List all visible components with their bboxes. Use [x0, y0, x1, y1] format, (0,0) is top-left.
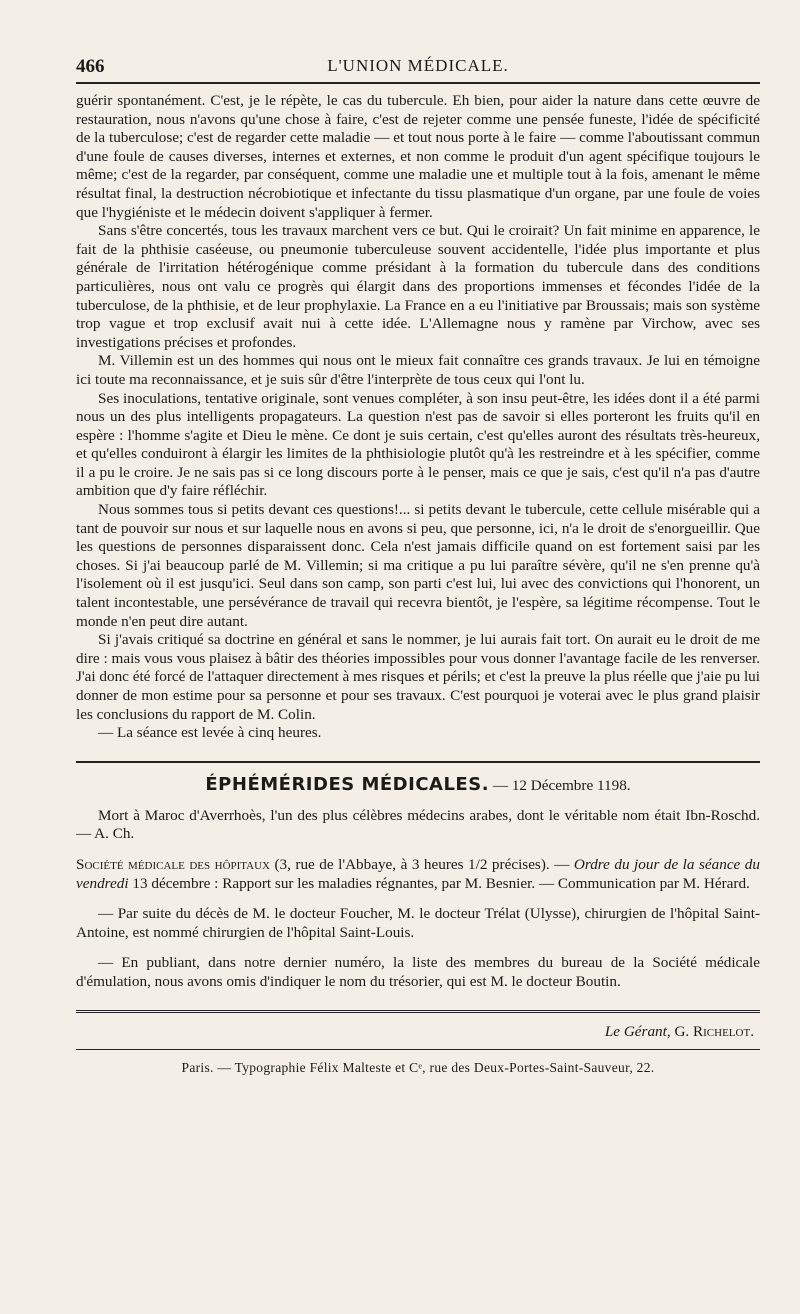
page-header	[76, 46, 760, 84]
section-date: — 12 Décembre 1198.	[492, 776, 631, 794]
section-divider	[76, 761, 760, 763]
societe-rest: 13 décembre : Rapport sur les maladies régnantes, par M. Besnier. — Communication par M. Hérard.	[128, 874, 750, 892]
running-title: L'UNION MÉDICALE.	[327, 56, 509, 75]
societe-text: (3, rue de l'Abbaye, à 3 heures 1/2 précises). —	[269, 855, 574, 873]
section-title: ÉPHÉMÉRIDES MÉDICALES.	[205, 773, 490, 795]
paragraph: Ses inoculations, tentative originale, sont venues compléter, à son insu peut-être, les idées dont il a été parmi nous un des plus intelligents propagateurs. La question n'est pas de savoir si elles porteront les fruits qu'il en espère : l'homme s'agite et Dieu le mène. Ce dont je suis certain, c'est qu'elles auront des résultats très-heureux, et qu'elles conduiront à élargir les limites de la phthisiologie plutôt qu'à les restreindre et à les spécifier, comme il a pu le croire. Je ne sais pas si ce long discours porte à le penser, mais ce que je sais, c'est qu'il n'a pas d'autre ambition que d'y faire réfléchir.	[76, 389, 760, 500]
notice-averroes: Mort à Maroc d'Averrhoès, l'un des plus célèbres médecins arabes, dont le véritable nom était Ibn-Roschd. — A. Ch.	[76, 806, 760, 843]
article-body	[76, 92, 760, 743]
footer-rule	[76, 1010, 760, 1017]
notice-societe	[76, 856, 760, 893]
paragraph: Si j'avais critiqué sa doctrine en général et sans le nommer, je lui aurais fait tort. On aurait eu le droit de me dire : mais vous vous plaisez à bâtir des théories impossibles pour vous donner l'avantage facile de les renverser. J'ai donc été forcé de l'attaquer directement à mes risques et périls; et c'est la preuve la plus réelle que j'aie pu lui donner de mon estime pour sa personne et pour ses travaux. C'est pourquoi je voterai avec le plus grand plaisir les conclusions du rapport de M. Colin.	[76, 631, 760, 723]
paragraph: M. Villemin est un des hommes qui nous ont le mieux fait connaître ces grands travaux. Je lui en témoigne ici toute ma reconnaissance, et je suis sûr d'être l'interprète de tous ceux qui l'ont lu.	[76, 352, 760, 388]
notices	[76, 807, 760, 992]
gerant-signature	[76, 1023, 760, 1041]
paragraph: Nous sommes tous si petits devant ces questions!... si petits devant le tubercule, cette cellule misérable qui a tant de pouvoir sur nous et sur laquelle nous en avons si peu, que personne, ici, n'a le droit de s'enorgueillir. Que les questions de personnes disparaissent donc. Cela n'est jamais difficile quand on est fortement saisi par les choses. Si j'ai beaucoup parlé de M. Villemin; si ma critique a pu lui paraître sévère, qu'il ne s'en prenne qu'à l'isolement où il est jusqu'ici. Seul dans son camp, son parti c'est lui, lui avec des convictions qui l'honorent, un talent incontestable, une persévérance de travail qui recevra bientôt, je l'espère, sa légitime récompense. Tout le monde n'en peut dire autant.	[76, 501, 760, 630]
printer-imprint: Paris. — Typographie Félix Malteste et Cᵉ, rue des Deux-Portes-Saint-Sauveur, 22.	[181, 1059, 655, 1075]
paragraph: guérir spontanément. C'est, je le répète, le cas du tubercule. Eh bien, pour aider la nature dans cette œuvre de restauration, nous n'avons qu'une chose à faire, c'est de rejeter comme une pensée funeste, l'idée de spécificité de la tuberculose; c'est de regarder cette maladie — et tout nous porte à le faire — comme l'aboutissant commun d'une foule de causes diverses, internes et externes, et non comme le produit d'un agent spécifique toujours le même; c'est de la regarder, par conséquent, comme une maladie une et multiple tout à la fois, amenant le même résultat final, la destruction nécrobiotique et infectante du tissu plasmatique d'un organe, par une foule de voies que l'hygiéniste et le médecin doivent s'appliquer à fermer.	[76, 92, 760, 221]
notice-foucher: — Par suite du décès de M. le docteur Foucher, M. le docteur Trélat (Ulysse), chirurgien de l'hôpital Saint-Antoine, est nommé chirurgien de l'hôpital Saint-Louis.	[76, 905, 760, 941]
paragraph: Sans s'être concertés, tous les travaux marchent vers ce but. Qui le croirait? Un fait minime en apparence, le fait de la phthisie caséeuse, ou pneumonie tuberculeuse souvent accidentelle, l'idée plus importante et plus générale de l'irritation hétérogénique comme présidant à la formation du tubercule dans des conditions particulières, nous ont valu ce progrès qui élargit dans des proportions immenses et fécondes l'idée de la tuberculose, de la phthisie, et de leur prophylaxie. La France en a eu l'initiative par Broussais; mais son système trop vague et trop exclusif avait nui à cette idée. L'Allemagne nous y ramène par Virchow, avec ses investigations précises et profondes.	[76, 222, 760, 351]
societe-label: Société médicale des hôpitaux	[76, 855, 270, 873]
ordre-label: Ordre du jour de la séance du vendredi	[76, 855, 760, 892]
notice-publiant: — En publiant, dans notre dernier numéro, la liste des membres du bureau de la Société médicale d'émulation, nous avons omis d'indiquer le nom du trésorier, qui est M. le docteur Boutin.	[76, 954, 760, 990]
gerant-label: Le Gérant,	[604, 1022, 671, 1040]
gerant-name: G. Richelot.	[674, 1022, 754, 1040]
section-heading	[76, 775, 760, 795]
page-number: 466	[76, 56, 105, 77]
closing-line: — La séance est levée à cinq heures.	[98, 724, 322, 742]
printer-rule	[76, 1049, 760, 1050]
